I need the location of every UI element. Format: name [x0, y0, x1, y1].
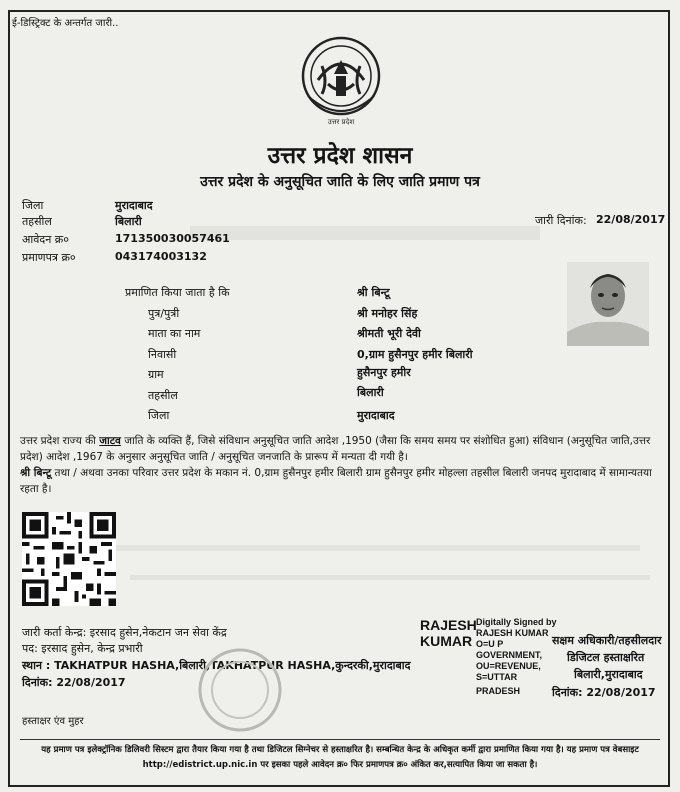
faint-watermark [130, 575, 650, 580]
certificate-number-value: 043174003132 [115, 250, 207, 263]
person-tehsil-label: तहसील [148, 389, 178, 402]
issuer-post: पद: इरसाद हुसेन, केन्द्र प्रभारी [22, 642, 143, 655]
signer-name-line2: KUMAR [420, 633, 473, 649]
qr-code-icon [22, 512, 116, 606]
statement-person-name: श्री बिन्टू [20, 467, 52, 479]
issuer-date: दिनांक: 22/08/2017 [22, 676, 126, 689]
applicant-portrait-icon [567, 262, 649, 346]
district-label: जिला [22, 199, 44, 212]
certificate-number-label: प्रमाणपत्र क्र० [22, 251, 76, 264]
faint-watermark [40, 545, 640, 551]
son-of-label: पुत्र/पुत्री [148, 307, 180, 320]
signature-seal-note: हस्ताक्षर एंव मुहर [22, 716, 84, 727]
statement-part: उत्तर प्रदेश राज्य की [20, 435, 96, 447]
person-tehsil-value: बिलारी [357, 386, 384, 399]
father-name: श्री मनोहर सिंह [357, 307, 418, 320]
faint-seal-stamp-icon [190, 640, 290, 740]
signature-line: O=U P [476, 639, 504, 649]
document-title: उत्तर प्रदेश शासन [267, 142, 413, 169]
village-label: ग्राम [148, 368, 164, 381]
issue-date-label: जारी दिनांक: [535, 214, 587, 227]
faint-watermark [190, 226, 540, 240]
digital-signature-details [476, 617, 557, 683]
authority-date: दिनांक: 22/08/2017 [552, 686, 656, 699]
signature-line: RAJESH KUMAR [476, 628, 549, 638]
authority-designation: सक्षम अधिकारी/तहसीलदार [552, 634, 662, 647]
top-note: ई-डिस्ट्रिक्ट के अन्तर्गत जारी.. [12, 18, 119, 29]
resident-label: निवासी [148, 348, 177, 361]
caste-statement [20, 433, 660, 465]
signature-line: OU=REVENUE, [476, 661, 541, 671]
person-district-value: मुरादाबाद [357, 409, 395, 422]
person-name: श्री बिन्टू [357, 286, 390, 299]
statement-part: तथा / अथवा उनका परिवार उत्तर प्रदेश के मकान नं. 0,ग्राम हुसैनपुर हमीर बिलारी ग्राम हुसैनपुर हमीर मोहल्ला तहसील बिलारी जनपद मुरादाबाद में सामान्यतया रहता है। [20, 467, 652, 495]
footer-note-line1: यह प्रमाण पत्र इलेक्ट्रॉनिक डिलिवरी सिस्टम द्वारा तैयार किया गया है तथा डिजिटल सिग्नेचर से हस्ताक्षरित है। सम्बन्धित केन्द्र के अधिकृत कर्मी द्वारा प्रमाणित किया गया है। यह प्रमाण पत्र वेबसाइट [41, 745, 639, 755]
application-label: आवेदन क्र० [22, 233, 69, 246]
mother-name: श्रीमती भूरी देवी [357, 327, 421, 340]
footer-note-line2: http://edistrict.up.nic.in पर इसका पहले आवेदन क्र० फिर प्रमाणपत्र क्र० अंकित कर,सत्यापित किया जा सकता है। [142, 760, 538, 770]
signature-line: S=UTTAR [476, 672, 518, 682]
applicant-photo [567, 262, 649, 346]
residence-statement [20, 465, 660, 497]
signature-line-pradesh: PRADESH [476, 686, 521, 696]
authority-digital-signed: डिजिटल हस्ताक्षरित [567, 651, 645, 664]
person-district-label: जिला [148, 409, 170, 422]
tehsil-label: तहसील [22, 215, 52, 228]
up-state-emblem-icon [298, 36, 384, 132]
application-value: 171350030057461 [115, 232, 230, 245]
svg-text:उत्तर प्रदेश: उत्तर प्रदेश [327, 118, 355, 126]
mother-label: माता का नाम [148, 327, 201, 340]
statement-part: जाति के व्यक्ति हैं, जिसे संविधान अनुसूचित जाति आदेश ,1950 (जैसा कि समय समय पर संशोधित हुआ) संविधान (अनुसूचित जाति,उत्तर प्रदेश) आदेश ,1967 के अनुसार अनुसूचित जाति / अनुसूचित जनजाति के प्रारूप में मन्यता दी गयी है। [20, 435, 651, 463]
village-value: हुसैनपुर हमीर [357, 366, 411, 379]
signer-name-line1: RAJESH [420, 617, 477, 633]
authority-location: बिलारी,मुरादाबाद [574, 668, 643, 681]
tehsil-value: बिलारी [115, 215, 142, 228]
district-value: मुरादाबाद [115, 199, 153, 212]
resident-value: 0,ग्राम हुसैनपुर हमीर बिलारी [357, 348, 473, 361]
issuer-place: स्थान : TAKHATPUR HASHA,बिलारी,TAKHATPUR HASHA,कुन्दरकी,मुरादाबाद [22, 659, 411, 672]
footer-divider [20, 739, 660, 740]
document-subtitle: उत्तर प्रदेश के अनुसूचित जाति के लिए जाति प्रमाण पत्र [200, 174, 480, 190]
caste-name: जाटव [99, 435, 121, 447]
signature-line: GOVERNMENT, [476, 650, 543, 660]
issue-date-value: 22/08/2017 [596, 213, 666, 226]
signature-line: Digitally Signed by [476, 617, 557, 627]
certify-label: प्रमाणित किया जाता है कि [125, 286, 230, 299]
issuing-center: जारी कर्ता केन्द्र: इरसाद हुसेन,नेकटान जन सेवा केंद्र [22, 626, 227, 639]
